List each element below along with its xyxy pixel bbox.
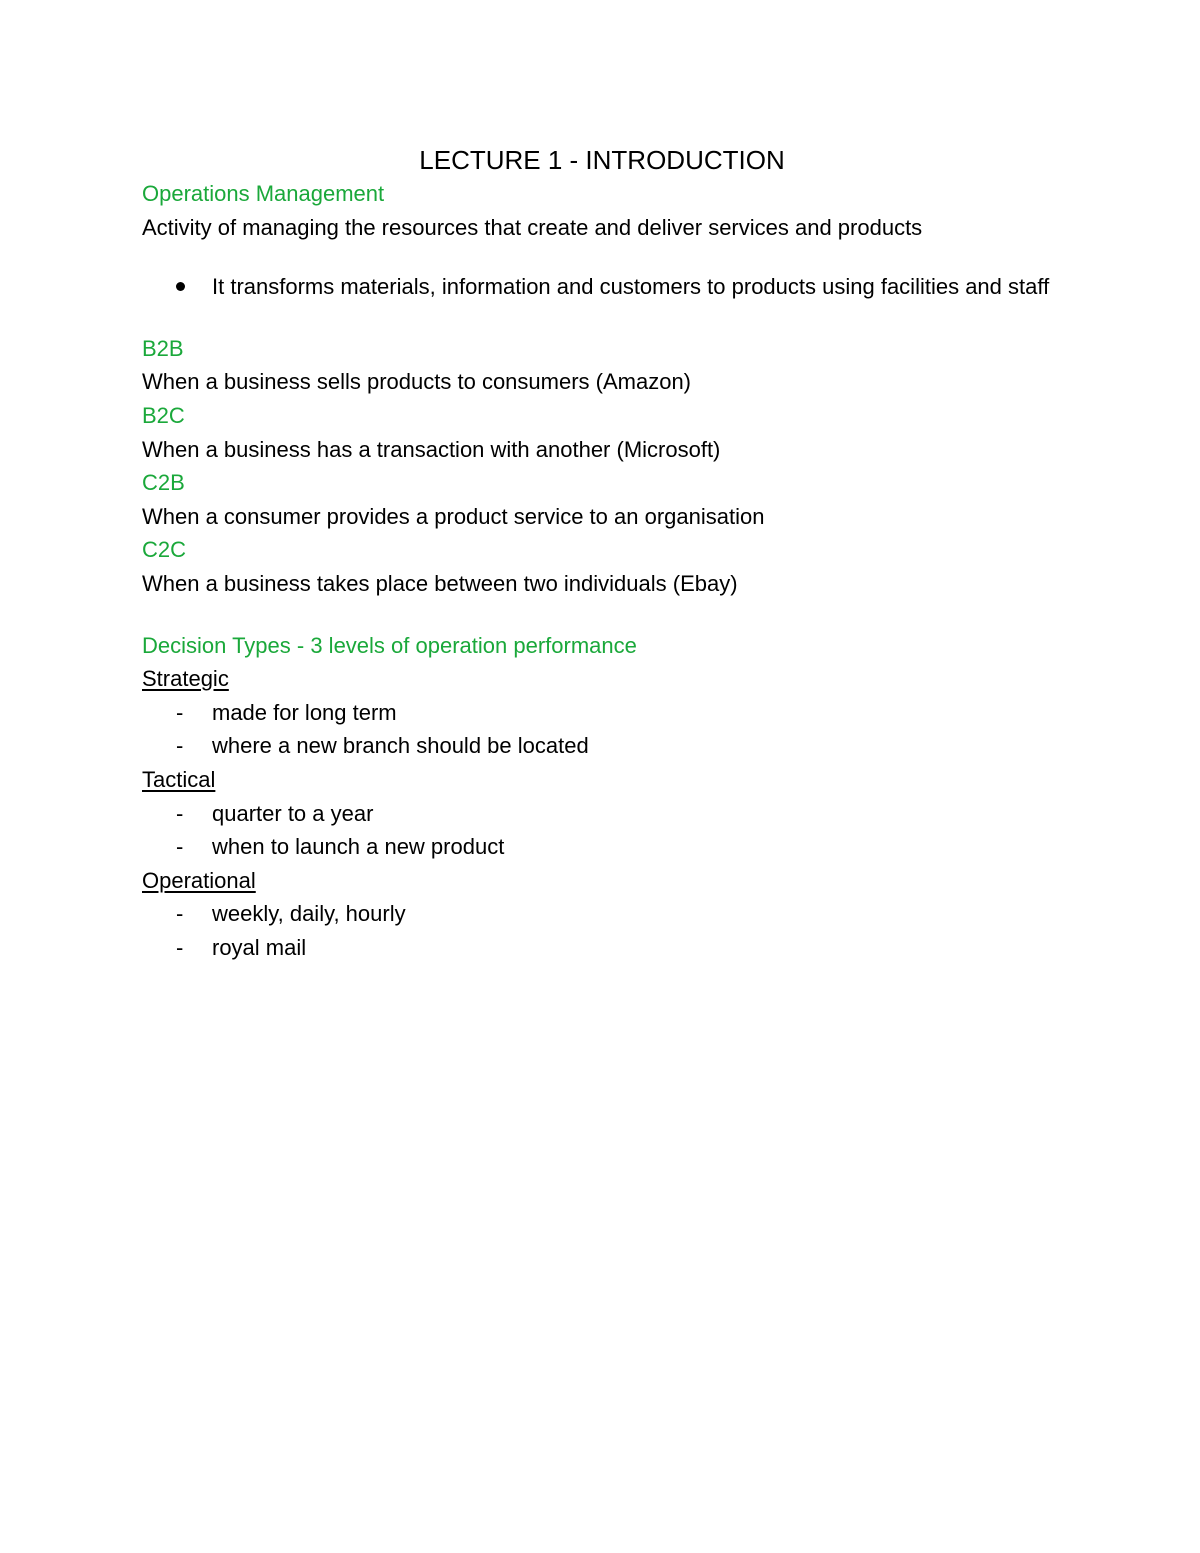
model-text-b2b: When a business sells products to consumers (Amazon) — [142, 369, 692, 395]
list-item — [142, 897, 1062, 931]
dash-icon: - — [176, 934, 184, 960]
model-heading-c2c: C2C — [142, 537, 187, 563]
bullet-text: It transforms materials, information and customers to products using facilities and staff — [212, 274, 1050, 300]
list-item-text: when to launch a new product — [212, 834, 505, 860]
level-label-strategic: Strategic — [142, 666, 229, 692]
level-label-tactical: Tactical — [142, 766, 216, 792]
model-heading-b2b: B2B — [142, 335, 184, 361]
business-models-list — [142, 332, 1062, 601]
list-item-text: made for long term — [212, 699, 397, 725]
list-item — [142, 797, 1062, 831]
model-heading-b2c: B2C — [142, 402, 185, 428]
spacer — [142, 601, 1062, 629]
document-content — [142, 143, 1062, 964]
decision-level-operational — [142, 864, 1062, 965]
bullet-icon — [176, 282, 185, 291]
dash-icon: - — [176, 699, 184, 725]
list-item — [142, 931, 1062, 965]
bullet-item — [142, 270, 1062, 304]
model-text-c2c: When a business takes place between two individuals (Ebay) — [142, 570, 738, 596]
level-label-operational: Operational — [142, 867, 256, 893]
page-title: LECTURE 1 - INTRODUCTION — [419, 145, 785, 175]
list-item-text: where a new branch should be located — [212, 733, 589, 759]
list-item — [142, 696, 1062, 730]
list-item — [142, 729, 1062, 763]
list-item — [142, 830, 1062, 864]
section-heading-operations-management: Operations Management — [142, 181, 385, 206]
decision-level-tactical — [142, 763, 1062, 864]
decision-level-strategic — [142, 662, 1062, 763]
model-heading-c2b: C2B — [142, 470, 185, 496]
dash-icon: - — [176, 834, 184, 860]
dash-icon: - — [176, 800, 184, 826]
spacer — [142, 304, 1062, 332]
spacer — [142, 244, 1062, 270]
list-item-text: weekly, daily, hourly — [212, 901, 406, 927]
list-item-text: quarter to a year — [212, 800, 374, 826]
section-heading-decision-types: Decision Types - 3 levels of operation performance — [142, 632, 637, 658]
list-item-text: royal mail — [212, 934, 307, 960]
dash-icon: - — [176, 901, 184, 927]
dash-icon: - — [176, 733, 184, 759]
model-text-c2b: When a consumer provides a product service to an organisation — [142, 503, 765, 529]
model-text-b2c: When a business has a transaction with another (Microsoft) — [142, 436, 721, 462]
operations-definition: Activity of managing the resources that create and deliver services and products — [142, 214, 923, 240]
